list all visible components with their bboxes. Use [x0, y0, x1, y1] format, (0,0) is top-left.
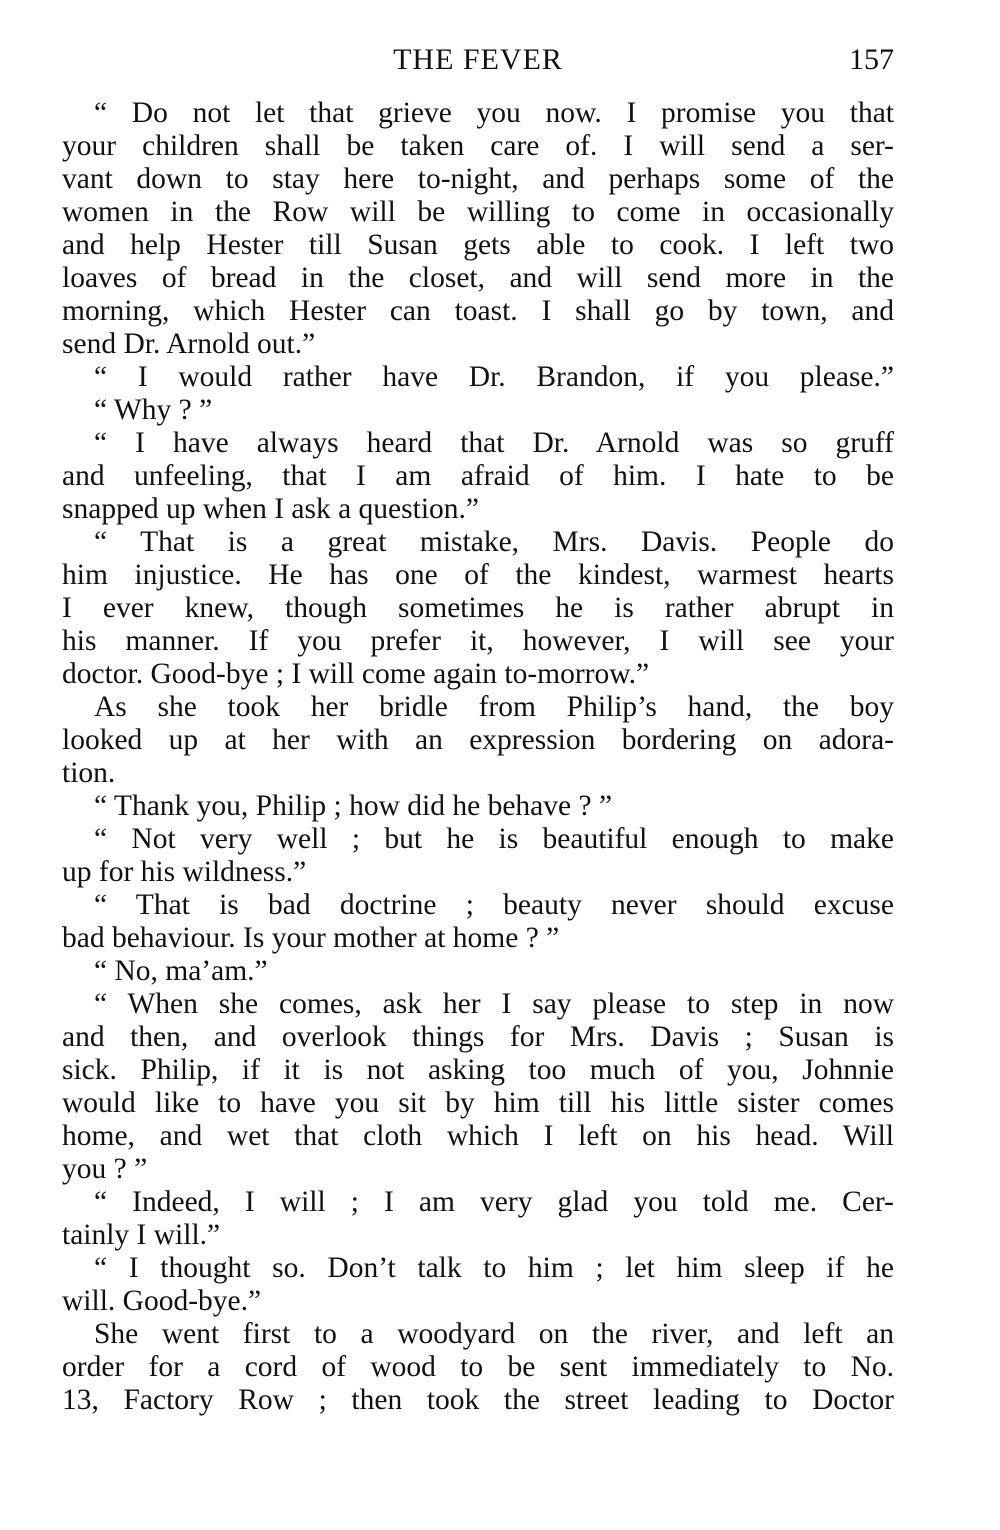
text-line: send Dr. Arnold out.”: [62, 328, 316, 360]
body-text: [62, 97, 894, 1417]
text-line: loaves of bread in the closet, and will send more in the: [62, 262, 894, 294]
text-line: I ever knew, though sometimes he is rather abrupt in: [62, 592, 894, 624]
text-line: “ I thought so. Don’t talk to him ; let him sleep if he: [94, 1252, 894, 1284]
text-line: “ When she comes, ask her I say please to step in now: [94, 988, 894, 1020]
text-line: “ Do not let that grieve you now. I promise you that: [94, 97, 894, 129]
text-line: “ No, ma’am.”: [94, 955, 268, 987]
text-line: him injustice. He has one of the kindest, warmest hearts: [62, 559, 894, 591]
text-line: “ Not very well ; but he is beautiful enough to make: [94, 823, 894, 855]
text-line: your children shall be taken care of. I will send a ser-: [62, 130, 894, 162]
text-line: “ Thank you, Philip ; how did he behave ? ”: [94, 790, 613, 822]
text-line: “ That is a great mistake, Mrs. Davis. People do: [94, 526, 894, 558]
text-line: “ I would rather have Dr. Brandon, if you please.”: [94, 361, 894, 393]
text-line: morning, which Hester can toast. I shall go by town, and: [62, 295, 894, 327]
text-line: would like to have you sit by him till his little sister comes: [62, 1087, 894, 1119]
text-line: his manner. If you prefer it, however, I will see your: [62, 625, 894, 657]
chapter-title: THE FEVER: [393, 43, 563, 76]
text-line: order for a cord of wood to be sent immediately to No.: [62, 1351, 894, 1383]
text-line: “ Why ? ”: [94, 394, 213, 426]
text-line: As she took her bridle from Philip’s hand, the boy: [94, 691, 894, 723]
text-line: tion.: [62, 757, 116, 789]
running-head: [62, 40, 894, 80]
text-line: up for his wildness.”: [62, 856, 307, 888]
page-number: 157: [849, 43, 894, 76]
text-line: tainly I will.”: [62, 1219, 221, 1251]
text-line: doctor. Good-bye ; I will come again to-morrow.”: [62, 658, 650, 690]
text-line: will. Good-bye.”: [62, 1285, 262, 1317]
text-line: “ That is bad doctrine ; beauty never should excuse: [94, 889, 894, 921]
text-line: looked up at her with an expression bordering on adora-: [62, 724, 894, 756]
text-line: you ? ”: [62, 1153, 148, 1185]
text-line: and then, and overlook things for Mrs. Davis ; Susan is: [62, 1021, 894, 1053]
text-line: 13, Factory Row ; then took the street leading to Doctor: [62, 1384, 894, 1416]
text-line: home, and wet that cloth which I left on his head. Will: [62, 1120, 894, 1152]
text-line: sick. Philip, if it is not asking too much of you, Johnnie: [62, 1054, 894, 1086]
text-line: women in the Row will be willing to come in occasionally: [62, 196, 894, 228]
text-line: bad behaviour. Is your mother at home ? ”: [62, 922, 560, 954]
text-line: She went first to a woodyard on the river, and left an: [94, 1318, 894, 1350]
text-line: “ Indeed, I will ; I am very glad you told me. Cer-: [94, 1186, 894, 1218]
text-line: vant down to stay here to-night, and perhaps some of the: [62, 163, 894, 195]
text-line: and help Hester till Susan gets able to cook. I left two: [62, 229, 894, 261]
text-line: “ I have always heard that Dr. Arnold was so gruff: [94, 427, 894, 459]
text-line: snapped up when I ask a question.”: [62, 493, 479, 525]
text-line: and unfeeling, that I am afraid of him. I hate to be: [62, 460, 894, 492]
